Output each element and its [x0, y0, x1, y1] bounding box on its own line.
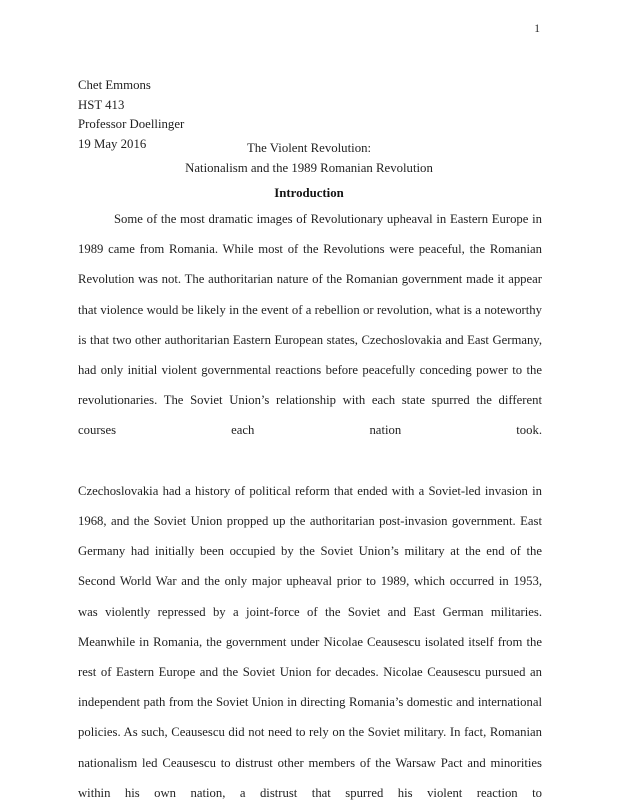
instructor-name: Professor Doellinger — [78, 117, 185, 132]
page-number: 1 — [534, 23, 540, 35]
paragraph: Czechoslovakia had a history of political reform that ended with a Soviet-led invasion in 1968, and the Soviet Union propped up the authoritarian post-invasion government. East Germany had initially been occupied by the Soviet Union’s military at the end of the Second World War and the only major upheaval prior to 1989, which occurred in 1953, was violently repressed by a joint-force of the Soviet and East German militaries. Meanwhile in Romania, the government under Nicolae Ceausescu isolated itself from the rest of Eastern Europe and the Soviet Union for decades. Nicolae Ceausescu pursued an independent path from the Soviet Union in directing Romania’s domestic and international policies. As such, Ceausescu did not need to rely on the Soviet military. In fact, Romanian nationalism led Ceausescu to distrust other members of the Warsaw Pact and minorities within his own nation, a distrust that spurred his violent reaction to — [78, 483, 542, 800]
submission-date: 19 May 2016 — [78, 136, 147, 151]
body-text — [78, 204, 542, 800]
title-line-primary: The Violent Revolution: — [246, 141, 372, 155]
title-line-subtitle: Nationalism and the 1989 Romanian Revolution — [185, 161, 433, 175]
section-heading-introduction: Introduction — [274, 186, 344, 200]
document-title — [78, 138, 540, 178]
paragraph: Some of the most dramatic images of Revolutionary upheaval in Eastern Europe in 1989 came from Romania. While most of the Revolutions were peaceful, the Romanian Revolution was not. The authoritarian nature of the Romanian government made it appear that violence would be likely in the event of a rebellion or revolution, what is a noteworthy is that two other authoritarian Eastern European states, Czechoslovakia and East Germany, had only initial violent governmental reactions before peacefully conceding power to the revolutionaries. The Soviet Union’s relationship with each state spurred the different courses each nation took. — [78, 212, 542, 438]
author-name: Chet Emmons — [78, 78, 151, 92]
course-code: HST 413 — [78, 97, 125, 112]
